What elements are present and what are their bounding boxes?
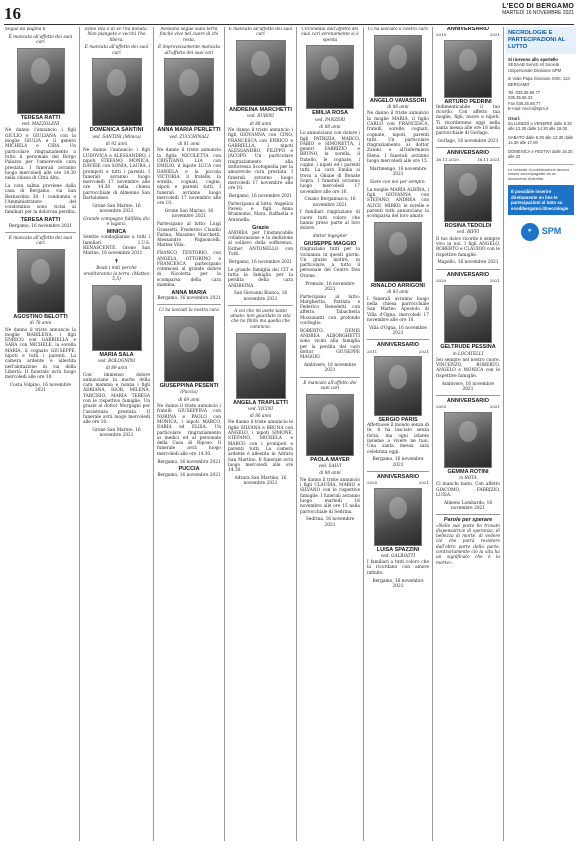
- portrait-photo: [17, 249, 65, 313]
- year-start: 16.11.2020: [436, 156, 459, 162]
- info-sidebar: [506, 27, 576, 244]
- notice-intro: Circondata dall'affetto dei suoi cari serenamente si è spenta: [301, 27, 359, 43]
- portrait-photo: [374, 222, 422, 282]
- continued-note: Segue da pagina 6: [5, 27, 46, 32]
- portrait-photo: [92, 285, 142, 351]
- anniversary-years: [367, 349, 429, 354]
- anniversary-years: [436, 157, 500, 162]
- separator: [367, 471, 429, 472]
- notice-text: Ne danno il triste annuncio la figlia NICOLETTA con CRISTIANO, LIA con EMILIO, il nipote LUCA con DANIELA e la piccola VICTORIA, il fratello, la sorella, cognati, cugini, nipoti e parenti tutti. I funerali avranno luogo mercoledì 17 novembre alle ore 10.: [157, 148, 221, 207]
- year-end: 2021: [489, 404, 500, 410]
- column-2: [83, 27, 150, 842]
- notice-place-date: Grone San Marino, 16 novembre 2021: [92, 428, 141, 439]
- notice-text: ringraziano tutti per la vicinanza in questi giorni. Un grazie inoltre, in particolare, a tutto il personale del Centro Don Orione.: [300, 247, 360, 279]
- year-end: 2021: [418, 480, 429, 486]
- notice-intro: È mancato all'affetto dei suoi cari: [303, 380, 357, 392]
- deceased-subtitle: in ROTA: [459, 475, 477, 480]
- deceased-age: di 86 anni: [387, 104, 409, 110]
- notice-intro: È mancata all'affetto dei suoi cari: [8, 34, 73, 46]
- column-divider: [79, 27, 80, 841]
- year-end: 16.11.2021: [477, 156, 500, 162]
- separator: [300, 377, 360, 378]
- portrait-photo: [374, 356, 422, 416]
- sidebar-heading: NECROLOGIE E PARTECIPAZIONI AL LUTTO: [506, 27, 576, 54]
- notice-place-date: Gorlago, 16 novembre 2021: [437, 139, 499, 145]
- deceased-subtitle: ved. MAZZOLENI: [21, 121, 60, 127]
- deceased-age: di 69 anni: [178, 396, 200, 402]
- deceased-age: di 78 anni: [29, 320, 52, 326]
- deceased-name: PAOLA MAYER: [310, 456, 350, 463]
- deceased-name: TERESA RATTI: [20, 114, 61, 121]
- deceased-name: MARIA SALA: [99, 351, 134, 358]
- deceased-age: di 88 anni: [319, 470, 341, 476]
- notice-place-date: Bergamo, 16 novembre 2021: [372, 578, 424, 589]
- deceased-name: ANNA MARIA PERLETTI: [157, 127, 221, 134]
- notice-place-date: Cisano Bergamasco, 16 novembre 2021: [304, 197, 356, 208]
- cross-icon: ✝: [113, 258, 120, 266]
- notice-intro: È mancata all'affetto dei suoi cari: [8, 235, 73, 247]
- deceased-name: ANGELO VAVASSORI: [369, 97, 427, 104]
- deceased-subtitle: ved. RUBINI: [247, 113, 274, 119]
- notice-place-date: Adrara San Martino, 16 novembre 2021: [234, 475, 287, 487]
- notice-text: Ne danno l'annuncio i figli LUDOVICA e ALESSANDRO, i nipoti STEFANO, MONICA, DAVIDE con SONIA, LAURA, i pronipoti e tutti i parenti. I funerali avranno luogo mercoledì 17 novembre alle ore 14.30 nella chiesa parrocchiale di Almenno San Bartolomeo.: [83, 148, 150, 202]
- separator: [436, 395, 500, 396]
- top-rule: [4, 24, 574, 25]
- separator: [436, 269, 500, 270]
- memorial-quote: Ebbe vita e di sé l'ha donata. Non piangete e vecchi l'ho libera.: [84, 27, 149, 43]
- deceased-name: GEMMA ROTINI: [447, 468, 489, 475]
- portrait-photo: [306, 45, 354, 109]
- portrait-photo: [92, 58, 142, 126]
- hours-saturday: SABATO dalle 8.30 alle 12.30 dalle 14.30 alle 17.00: [508, 134, 574, 146]
- notice-text: Ci manchi tanto. Con affetto GIACOMO, FABRIZIO, LUISA.: [436, 482, 500, 498]
- deceased-subtitle: ved. PANZERI: [314, 116, 346, 122]
- deceased-subtitle: ved. BIFFI: [456, 229, 480, 235]
- notice-text: Ne danno il triste annuncio i figli GIOVANNA con CINO, FRANCESCA con ENRICO e GABRIELLA, i nipoti ALESSANDRO, FILIPPO e JACOPO. Un particolare ringraziamento alla dottoressa Scotognella per la amorevole cura prestata. I funerali avranno luogo mercoledì 17 novembre alle ore 10.: [228, 127, 293, 192]
- column-divider: [224, 27, 225, 841]
- column-divider: [363, 27, 364, 841]
- portrait-photo: [444, 412, 492, 468]
- deceased-name: RINALDO ARRIGONI: [371, 283, 425, 290]
- deceased-name: AGOSTINO BELOTTI: [13, 313, 68, 320]
- notice-footer-name: MINICA: [106, 229, 127, 236]
- notice-footer-name: Grazie: [252, 224, 269, 231]
- column-6: [367, 27, 429, 842]
- notice-place-date: Bergamo, 16 novembre 2021: [157, 296, 221, 302]
- deceased-name: GIUSEPPINA PESENTI: [159, 383, 219, 390]
- deceased-age: di 86 anni: [249, 413, 272, 419]
- notice-text: I funerali avranno luogo nella chiesa parrocchiale San Matteo Apostolo di Villa d'Ogna, mercoledì 17 novembre alle ore 10.: [367, 296, 429, 323]
- telephone: Tel. 035.35.86.77: [508, 90, 541, 96]
- telephone-2: 035.35.86.33: [508, 95, 533, 101]
- notice-text: Con immenso dolore annunciano la morte della cara mamma e nonna i figli ADRIANA, IGOR, MILENA, TARCISIO, MARIA TERESA con le rispettive famiglie. Un grazie al dottor Morgagni per l'assistenza prestata. Il funerale avrà luogo mercoledì alle ore 10.: [83, 372, 150, 426]
- anniversary-heading: ANNIVERSARIO: [446, 271, 490, 278]
- deceased-age: di 89 anni: [105, 365, 128, 371]
- contact-box: [506, 54, 576, 244]
- notice-text: La cara salma proviene dalla casa di Bergamo, via San Bernardino 30. I condomini e l'Amministratore del condominio sono vicini ai familiari per la dolorosa perdita.: [5, 183, 76, 216]
- portrait-photo: [17, 48, 65, 114]
- portrait-photo: [374, 35, 422, 97]
- deceased-name: GELTRUDE PESSINA: [440, 344, 496, 351]
- anniversary-heading: ANNIVERSARIO: [376, 342, 420, 349]
- notice-text: Sei sempre nel nostro cuore. VINCENZO, ROBERTO, ANGELO e MONICA con le rispettive famiglie.: [436, 357, 500, 379]
- column-divider: [153, 27, 154, 841]
- notice-place-date: Bergamo, 16 novembre 2021: [157, 459, 221, 465]
- column-4: [228, 27, 293, 842]
- notice-place-date: Villa d'Ogna, 16 novembre 2021: [369, 325, 427, 336]
- deceased-name: DOMENICA SANTINI: [89, 127, 144, 134]
- receive-label: Si ricevono allo sportello: [508, 57, 558, 62]
- hours-sunday: DOMENICA e FESTIVI dalle 16.30 alle 22: [508, 148, 573, 160]
- portrait-photo: [306, 394, 354, 456]
- notice-text: Ne danno il triste annuncio le figlie SILVANA e BRUNA con ANGELO, i nipoti SIMONE, STEFANO, MICHELA e MARCO con i pronipoti e parenti tutti. La camera ardente è allestita in Adrara San Martino. Il funerale avrà luogo mercoledì alle ore 14.30.: [228, 420, 293, 474]
- memorial-quote: Beati i miti perché erediteranno la terra. (Matteo 5,5): [83, 266, 150, 282]
- deceased-name: SERGIO PARIS: [378, 416, 418, 423]
- notice-place-date: Almeno Lombardo, 16 novembre 2021: [443, 500, 493, 511]
- separator: [436, 147, 500, 148]
- participants-list: Partecipano al lutto: Margherita, Patrizia e Federico Benedetti con affetto. Tabacheria Mozzanatti con profondo cordoglio.: [300, 294, 360, 327]
- deceased-name: ANDREINA MARCHETTI: [229, 107, 292, 114]
- notice-place-date: Costa Volpino, 16 novembre 2021: [9, 382, 72, 394]
- deceased-subtitle: ved. SALVI: [318, 463, 342, 469]
- anniversary-years: [436, 404, 500, 409]
- year-end: 2021: [418, 348, 429, 354]
- notice-text: Ne danno il triste annuncio la moglie MARILENA, i figli ENRICO con GABRIELLA e SARA con MICHELE, la sorella MARIA, il cognato GIUSEPPE, nipoti e tutti i parenti. La camera ardente è allestita nell'abitazione in via della Libertà. Il funerale avrà luogo mercoledì alle ore 10.: [5, 327, 76, 381]
- deceased-name: GIUSEPPE MAGGIO: [303, 240, 357, 247]
- year-end: 2021: [489, 32, 500, 38]
- deceased-subtitle: in LOCATELLI: [452, 350, 484, 356]
- masthead: [502, 3, 574, 16]
- notice-place-date: Mapello, 16 novembre 2021: [437, 260, 499, 266]
- notice-text: Lo annunciano con dolore i figli PATRIZIA, MARCO, FABIO e SIMONETTA, i generi FABRIZIO e BRUNO, la sorella, il fratello, le cognate, i cugini, i nipoti ed i parenti tutti. La cara Emilia si trova a Ghiaie di Bonate Sopra. I funerali avranno luogo mercoledì 17 novembre alle ore 10.: [300, 131, 360, 195]
- notice-place-date: Sedrina, 16 novembre 2021: [305, 517, 355, 528]
- deceased-name: ANGELA TRAPLETTI: [233, 399, 288, 406]
- notice-text: Il tuo dolce ricordo è sempre vivo in noi. I figli ANGELO, ROBERTO e CLAUDIO con le rispettive famiglie.: [436, 236, 500, 258]
- deceased-age: di 88 anni: [319, 123, 341, 129]
- notice-text: ROBERTO, DENIS ANDREA ALBORGHETTI sono vicini alla famiglia per la perdita del caro dottor GIUSEPPE MAGGIO.: [300, 328, 360, 361]
- column-1: [5, 27, 76, 842]
- deceased-subtitle: ved. VICINI: [247, 405, 274, 411]
- portrait-photo: [236, 40, 286, 106]
- deceased-name: ROSINA TEDOLDI: [444, 223, 492, 230]
- deceased-subtitle: ved. SANTINI (Minica): [92, 133, 141, 139]
- year-start: 2020: [367, 480, 378, 486]
- notice-intro: Ci ha lasciati la nostra cara: [159, 308, 219, 314]
- year-end: 2021: [489, 277, 500, 283]
- portrait-photo: [444, 40, 492, 98]
- deceased-age: di 88 anni: [249, 120, 272, 126]
- participants-list: Partecipano al lutto: Luigi Grassetti, Frederico Claudio Farina, Massimo Marchetti, Alessandro Pagnoncelli, Mattea Villa.: [157, 222, 221, 249]
- column-3: [157, 27, 221, 842]
- anniversary-heading: ANNIVERSARIO: [446, 398, 490, 405]
- memorial-quote: Siete con noi per sempre.: [370, 179, 426, 185]
- notice-text: FRANCO TENTORIO, con ANGELA, OTTORINO e FRANCESCA partecipano commossi al grande dolore di Nicoletta per la scomparsa della cara mamma.: [157, 251, 221, 288]
- notice-text: Ne danno il triste annuncio i fratelli GIUSEPPINA con NORINA e PAOLO con MONICA, i nipoti MARCO, DARIA ed ELISA. Un particolare ringraziamento ai medici ed al personale della Casa di Riposo. Il funerale avrà luogo mercoledì alle ore 14.30.: [157, 404, 221, 457]
- year-start: 2010: [436, 32, 447, 38]
- year-start: 2020: [436, 277, 447, 283]
- anniversary-years: [436, 278, 500, 283]
- separator: [157, 304, 221, 305]
- office-name: SESAAB Servizi srl Società Unipersonale Divisione SPM: [508, 62, 562, 73]
- fax: Fax 035.35.86.77: [508, 100, 541, 106]
- portrait-photo: [374, 488, 422, 546]
- column-5: [300, 27, 360, 842]
- notice-place-date: Ambivere, 16 novembre 2021: [303, 363, 357, 374]
- notice-place-date: Bergamo, 16 novembre 2021: [372, 457, 424, 468]
- notice-footer-name: PUCCIA: [178, 466, 200, 473]
- portrait-photo: [164, 58, 214, 126]
- year-start: 2011: [367, 348, 378, 354]
- notice-text: Ne danno il triste annuncio la moglie MARIA, il figlio CARLO con FRANCESCA, fratelli, sorelle, cognati, cognate, nipoti, parenti tutti. Un particolare ringraziamento al dottor Zanini e all'infermiera Elena. I funerali avranno luogo mercoledì alle ore 15.: [367, 111, 429, 165]
- requirements-note: Le richieste di pubblicazione devono essere accompagnate da un documento d'identità.: [508, 164, 574, 182]
- notice-intro: È mancata all'affetto dei suoi cari: [84, 45, 149, 56]
- spm-logo-icon: ✶: [521, 223, 539, 241]
- notice-intro: Ci ha lasciato il nostro caro: [368, 27, 428, 32]
- notice-place-date: Bergamo, 16 novembre 2021: [157, 472, 221, 478]
- notice-text: Ne danno l'annuncio i figli GIULIO e GIULIANA con la moglie GIULIA e il genero MICHELA e CIRA. Un particolare ringraziamento a tutto il personale del Borgo Palazzo per l'amorevole cura prestata. I funerali avranno luogo mercoledì alle ore 14.30 nella chiesa di Città Alta.: [5, 128, 76, 182]
- notice-footer-name: ANNA MARIA: [171, 289, 207, 296]
- notice-text: Ne danno il triste annuncio i figli CLAUDIA, MARIO e SILVANO con le rispettive famiglie. I funerali avranno luogo martedì 16 novembre alle ore 15 nella parrocchiale di Sedrina.: [300, 477, 360, 515]
- notice-text: Affettuose il mondo senza di te, ti ha lasciato senza forza, ma ogni istante insieme a vivere ne tuoi. Una santa messa sarà celebrata oggi.: [367, 423, 429, 455]
- participants-list: Partecipano al lutto: Angelica Pavesi e figli. Anna Brannomo, Mara, Raffaella e Antonella.: [228, 201, 293, 223]
- notice-place-date: Ambivere, 16 novembre 2021: [441, 381, 495, 392]
- notice-footer-name: TERESA RATTI: [20, 217, 61, 224]
- separator: [367, 339, 429, 340]
- notice-place-date: Bergamo, 16 novembre 2021: [8, 223, 73, 229]
- notice-place-date: San Giovanni Bianco, 16 novembre 2021: [233, 291, 288, 302]
- notice-text: Le grande famiglia dei CIT e tutta la famiglia per la perdita della cara ANDREINA.: [228, 267, 293, 289]
- deceased-subtitle: ved. BOLOGNINI: [98, 358, 135, 363]
- notice-text: ANDREA per l'instancabile collaborazione e la dedizione al sollievo della sofferenza. Esther ANTONELLO con Tutti.: [228, 230, 293, 258]
- notice-place-date: Bergamo, 16 novembre 2021: [228, 259, 293, 265]
- notice-place-date: Martinengo, 16 novembre 2021: [369, 166, 427, 178]
- memorial-quote: Nessuno segue sulla terra finché vive nel cuore di chi resta.: [159, 27, 219, 43]
- anniversary-heading: ANNIVERSARIO: [376, 473, 420, 480]
- deceased-age: di 81 anni: [178, 141, 200, 147]
- spm-logo: [508, 223, 574, 241]
- portrait-photo: [444, 164, 492, 222]
- portrait-photo: [444, 285, 492, 343]
- email-link[interactable]: E-mail: necro@spm.it: [508, 106, 549, 112]
- publication-name: L'ECO DI BERGAMO: [502, 3, 574, 10]
- hours-weekdays: da LUNEDÌ a VENERDÌ dalle 8.30 alle 12.30 dalle 14.30 alle 18.00: [508, 121, 572, 132]
- notice-text: Sentite condoglianze a tutti i familiari. I.U.S. RENASCENTE. Grone San Marino, 16 novembre 2021: [83, 235, 150, 257]
- prayer-title: Parole per sperare: [443, 517, 493, 524]
- separator: [228, 305, 293, 306]
- notice-text: I familiari a tutti coloro che la ricordano con amore infinito.: [367, 560, 429, 576]
- anniversary-heading: ANNIVERSARIO: [446, 150, 490, 157]
- anniversary-years: [436, 32, 500, 37]
- column-7: [436, 27, 500, 842]
- publication-date: MARTEDÌ 16 NOVEMBRE 2021: [502, 10, 574, 16]
- deceased-name: EMILIA ROSA: [312, 110, 348, 117]
- column-divider: [296, 27, 297, 841]
- deceased-subtitle: ved. ZUCCHINALI: [169, 133, 209, 139]
- notice-subtitle: dottor ingegner: [312, 234, 348, 240]
- notice-text: La moglie MARIA ALBINA, i figli GIOVANNA con STEFANO, ANDREA con ALICE, MIRKO, le sorelle e parenti tutti annunciano la scomparsa del loro amato: [367, 187, 429, 220]
- hours-title: Orari:: [508, 115, 521, 121]
- anniversary-heading: ANNIVERSARIO: [446, 27, 490, 32]
- notice-intro: È mancato all'affetto dei suoi cari: [228, 27, 293, 38]
- deceased-age: di 83 anni: [387, 289, 409, 295]
- prayer-text: «Nelle sue poste ho trovato dispensatrice di speranza, di bellezza di morte. di vedere ciò che potrà resistere dall'altro parte della parte, contrariamente ciò la vita ha un significato che è la morte».: [436, 523, 500, 566]
- portrait-photo: [236, 333, 286, 399]
- online-submission-banner[interactable]: È possibile inserire direttamente on line le partecipazioni al lutto su ecodibergamo.it/necrologie: [508, 185, 574, 215]
- deceased-name: LUISA SPAZZINI: [376, 546, 420, 553]
- office-address: in Viale Papa Giovanni XXIII, 124 BERGAMO: [508, 76, 570, 87]
- anniversary-years: [367, 480, 429, 485]
- notice-text: I familiari ringraziano di cuore tutti coloro che hanno preso parte al loro dolore.: [300, 210, 360, 232]
- portrait-photo: [164, 316, 214, 382]
- column-divider: [503, 27, 504, 841]
- deceased-subtitle: ved. GALBIATTI: [380, 552, 416, 558]
- page-number: 16: [4, 4, 21, 23]
- notice-place-date: Grone San Marino, 16 novembre 2021: [164, 209, 214, 220]
- spm-logo-text: SPM: [541, 226, 562, 237]
- deceased-age: di 92 anni: [105, 141, 128, 147]
- separator: [436, 514, 500, 515]
- deceased-name: ARTURO PEDRINI: [444, 98, 492, 105]
- deceased-subtitle: (Puccia): [180, 389, 198, 395]
- notice-place-date: Bergamo, 16 novembre 2021: [228, 194, 293, 200]
- separator: [5, 232, 76, 233]
- year-start: 2003: [436, 404, 447, 410]
- notice-place-date: Grone San Marino, 16 novembre 2021: [92, 203, 141, 215]
- notice-place-date: Premolo, 16 novembre 2021: [305, 281, 355, 292]
- memorial-quote: Grande compagno fullflètu dio e lugara.: [83, 216, 150, 228]
- notice-text: Indimenticabile il tuo ricordo. Con affetto tua moglie, figli, nuore e nipoti. Ti ricorderemo oggi nella santa messa alle ore 18 nella parrocchiale di Gorlago.: [436, 104, 500, 137]
- column-divider: [432, 27, 433, 841]
- memorial-quote: A voi che mi avete tanto amato: non guardate la vita che ho finito ma quella che comincio.: [230, 308, 291, 330]
- notice-intro: È improvvisamente mancata all'affetto dei suoi cari: [157, 45, 221, 56]
